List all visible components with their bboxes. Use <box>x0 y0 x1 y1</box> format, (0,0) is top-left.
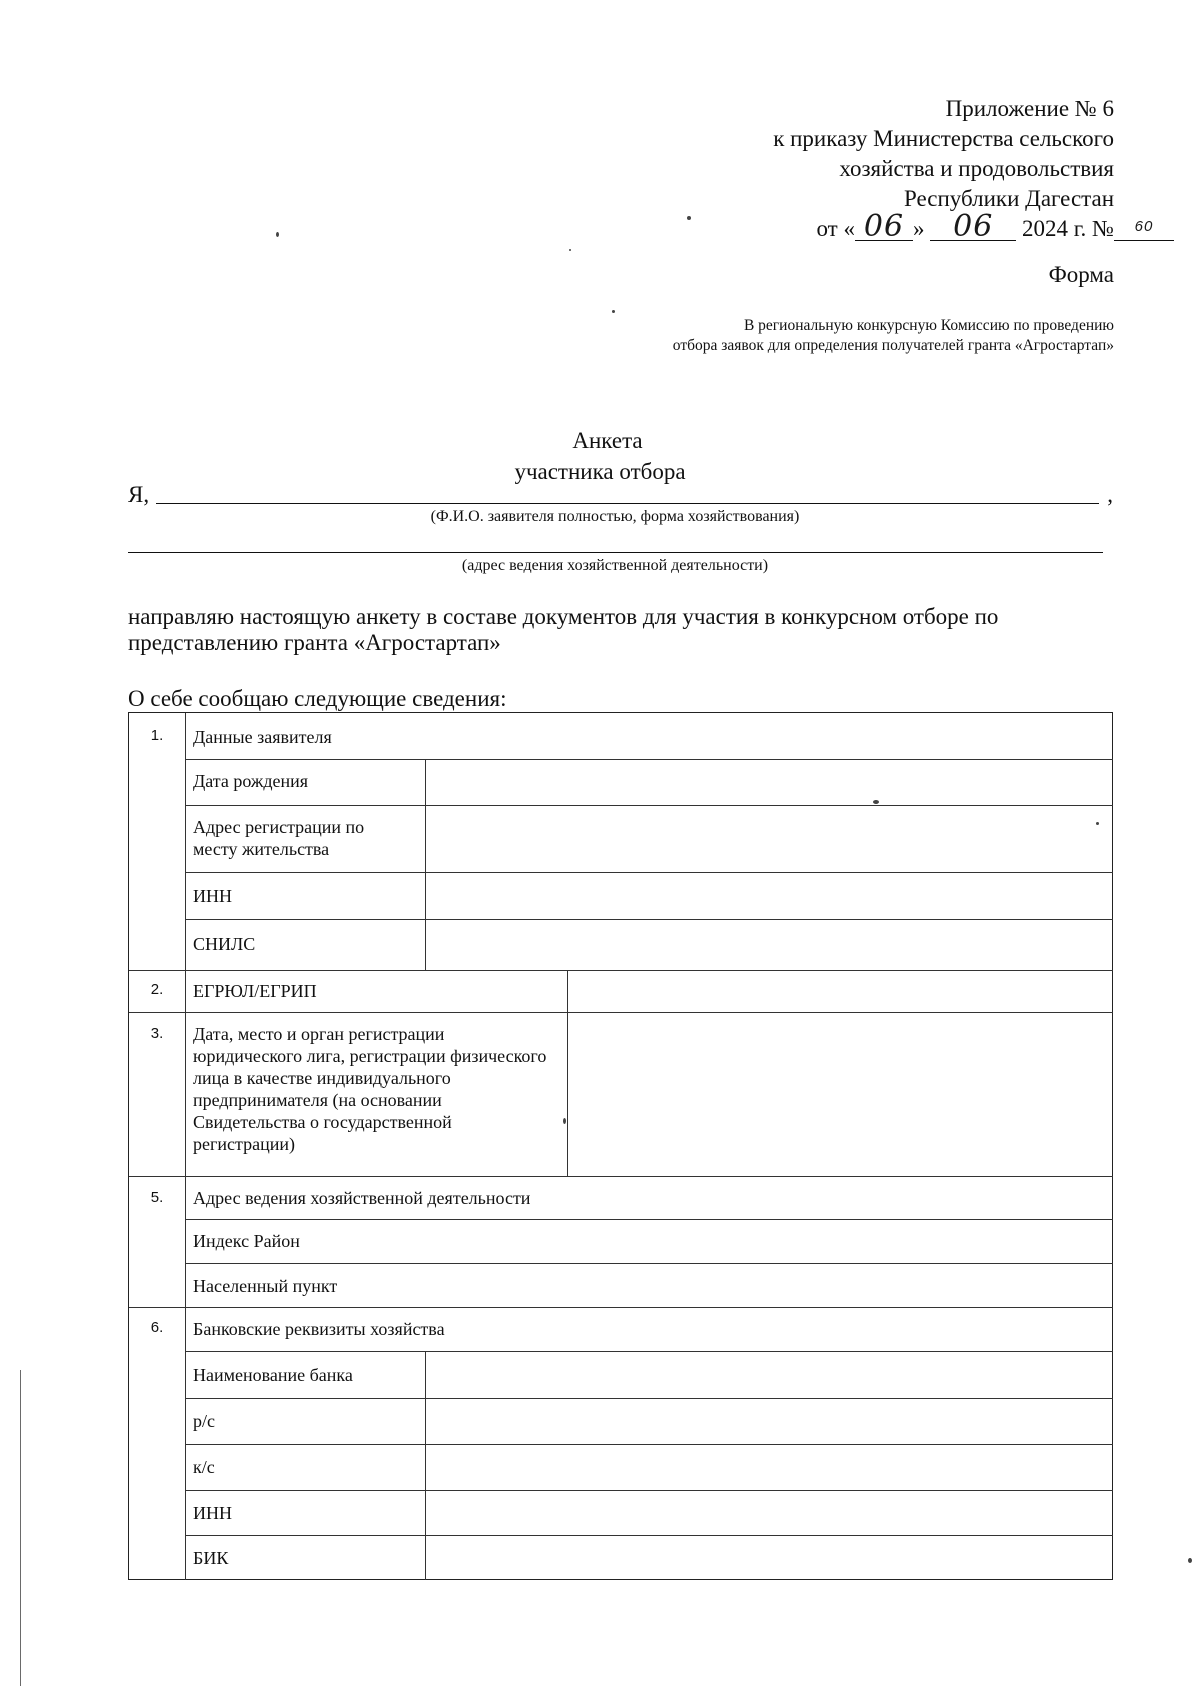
table-divider <box>129 1176 1113 1177</box>
scan-speck <box>569 249 571 251</box>
section-1-number: 1. <box>150 727 164 744</box>
section-5-title: Адрес ведения хозяйственной деятельности <box>193 1188 531 1208</box>
section-3-number: 3. <box>150 1025 164 1042</box>
settlement-account-field[interactable] <box>426 1399 1112 1444</box>
scan-speck <box>873 800 879 804</box>
section-6-title: Банковские реквизиты хозяйства <box>193 1319 445 1339</box>
snils-field[interactable] <box>426 920 1112 970</box>
section-3-title: Дата, место и орган регистрации юридического лига, регистрации физического лица в качестве индивидуального предпринимателя (на основании Свидетельства о государственной регистрации) <box>193 1024 547 1154</box>
order-line-3: Республики Дагестан <box>904 186 1114 211</box>
scan-speck <box>276 232 279 237</box>
correspondent-account-label: к/с <box>193 1457 215 1477</box>
order-line-1: к приказу Министерства сельского <box>773 126 1114 151</box>
bik-label: БИК <box>193 1548 229 1568</box>
table-divider <box>185 713 186 1580</box>
form-label: Форма <box>1048 262 1114 287</box>
bank-inn-label: ИНН <box>193 1503 232 1523</box>
table-divider <box>185 1219 1113 1220</box>
scan-speck <box>563 1118 566 1124</box>
order-number-handwritten: 60 <box>1114 214 1174 241</box>
bank-name-label: Наименование банка <box>193 1365 353 1385</box>
section-6-number: 6. <box>150 1319 164 1336</box>
registration-details-field[interactable] <box>568 1013 1112 1176</box>
order-date-line <box>773 209 1154 244</box>
appendix-number: Приложение № 6 <box>945 96 1114 121</box>
index-district-label: Индекс Район <box>193 1231 300 1251</box>
table-divider <box>185 1263 1113 1264</box>
addressee-line-1: В региональную конкурсную Комиссию по проведению <box>743 317 1114 334</box>
date-year: 2024 г. № <box>1021 216 1114 241</box>
applicant-suffix: , <box>1107 482 1113 507</box>
applicant-prefix: Я, <box>128 482 150 507</box>
bank-inn-field[interactable] <box>426 1491 1112 1535</box>
locality-label: Населенный пункт <box>193 1276 338 1296</box>
section-2-title: ЕГРЮЛ/ЕГРИП <box>193 981 317 1001</box>
bank-name-field[interactable] <box>426 1352 1112 1398</box>
birth-date-label: Дата рождения <box>193 771 309 791</box>
scan-speck <box>1096 822 1099 825</box>
about-self-label: О себе сообщаю следующие сведения: <box>128 686 507 711</box>
inn-field[interactable] <box>426 873 1112 919</box>
order-line-2: хозяйства и продовольствия <box>839 156 1114 181</box>
date-day-handwritten: 06 <box>855 214 913 241</box>
registration-address-label: Адрес регистрации по месту жительства <box>193 817 365 859</box>
date-separator: » <box>912 216 925 241</box>
settlement-account-label: р/с <box>193 1411 215 1431</box>
scan-speck <box>687 216 691 220</box>
bik-field[interactable] <box>426 1536 1112 1580</box>
scan-speck <box>1188 1558 1192 1563</box>
egrul-egrip-field[interactable] <box>568 971 1112 1012</box>
address-caption: (адрес ведения хозяйственной деятельности) <box>461 557 769 574</box>
document-title <box>0 425 1200 487</box>
date-prefix: от « <box>816 216 855 241</box>
fio-caption: (Ф.И.О. заявителя полностью, форма хозяйствования) <box>430 508 800 525</box>
snils-label: СНИЛС <box>193 934 256 954</box>
section-1-title: Данные заявителя <box>193 727 332 747</box>
applicant-name-underline[interactable] <box>156 503 1099 504</box>
correspondent-account-field[interactable] <box>426 1445 1112 1490</box>
registration-address-field[interactable] <box>426 806 1112 872</box>
scan-edge-line <box>20 1370 21 1686</box>
addressee-line-2: отбора заявок для определения получателей гранта «Агростартап» <box>672 337 1114 354</box>
table-divider <box>129 1307 1113 1308</box>
addressee-block <box>673 316 1114 356</box>
section-2-number: 2. <box>150 981 164 998</box>
title-line-1: Анкета <box>572 428 643 453</box>
scan-speck <box>612 310 615 313</box>
address-underline[interactable] <box>128 552 1103 553</box>
title-line-2: участника отбора <box>514 459 686 484</box>
section-5-number: 5. <box>150 1189 164 1206</box>
appendix-header <box>773 94 1154 244</box>
birth-date-field[interactable] <box>426 760 1112 805</box>
inn-label: ИНН <box>193 886 232 906</box>
intro-paragraph: направляю настоящую анкету в составе документов для участия в конкурсном отборе по представлению гранта «Агростартап» <box>128 604 999 655</box>
questionnaire-table <box>128 712 1113 1580</box>
date-month-handwritten: 06 <box>930 214 1016 241</box>
